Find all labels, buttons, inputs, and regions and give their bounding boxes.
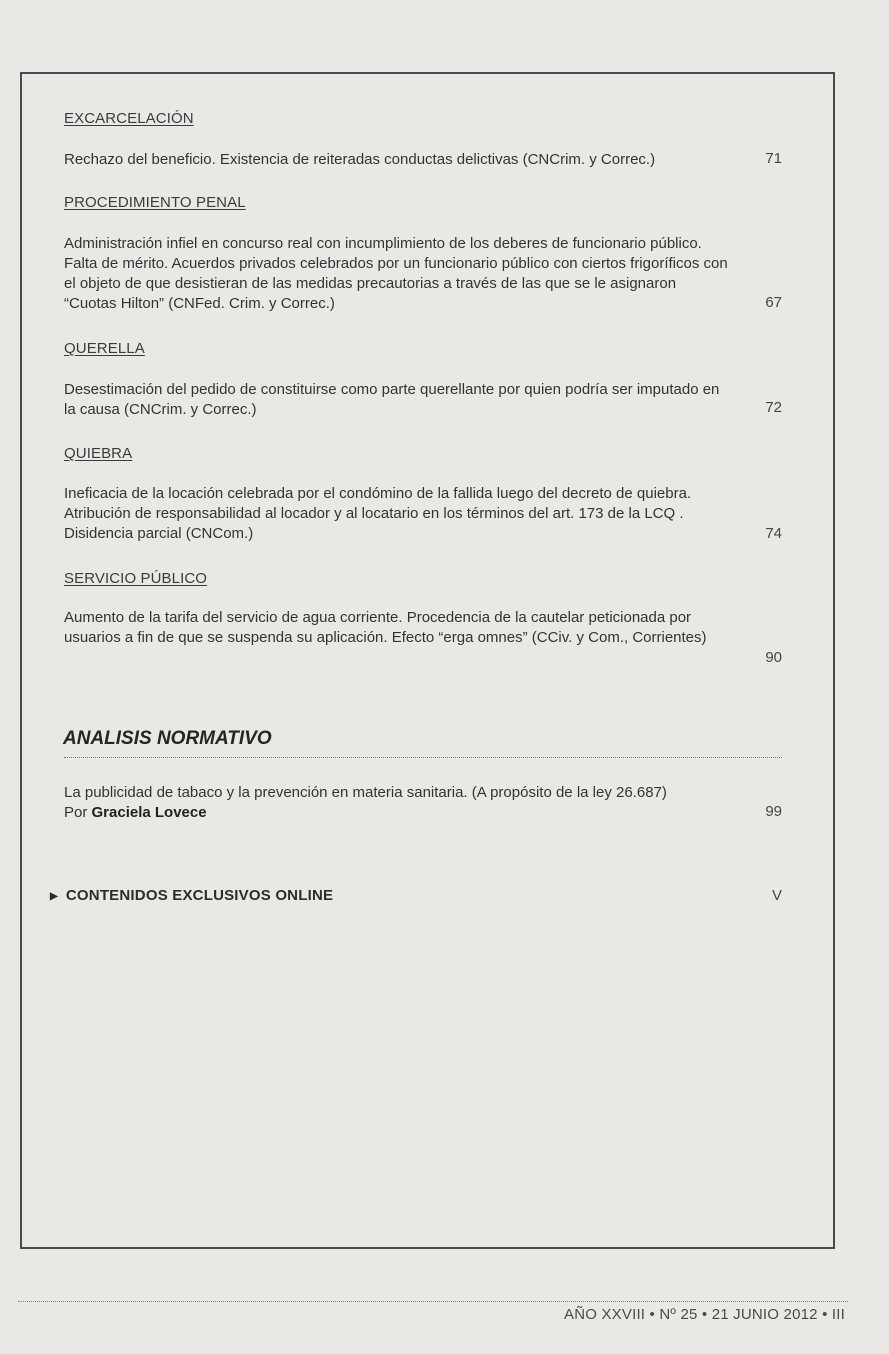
footer-divider: [18, 1301, 848, 1302]
author-prefix: Por: [64, 804, 88, 821]
footer-issue-info: AÑO XXVIII • Nº 25 • 21 JUNIO 2012 • III: [563, 1306, 845, 1323]
page-number-procedimiento-penal: 67: [765, 294, 782, 311]
online-contents-label: CONTENIDOS EXCLUSIVOS ONLINE: [65, 887, 334, 904]
section-heading-servicio-publico: SERVICIO PÚBLICO: [64, 570, 208, 587]
page-number-querella: 72: [765, 399, 782, 416]
entry-excarcelacion: Rechazo del beneficio. Existencia de reiteradas conductas delictivas (CNCrim. y Correc.): [64, 151, 656, 168]
entry-quiebra: Ineficacia de la locación celebrada por el condómino de la fallida luego del decreto de quiebra. Atribución de responsabilidad al locador y al locatario en los términos del art. 173 de la LCQ . Disidencia parcial (CNCom.): [64, 485, 692, 542]
page-number-servicio-publico: 90: [765, 649, 782, 666]
analisis-entry-text: La publicidad de tabaco y la prevención en materia sanitaria. (A propósito de la ley 26.687): [64, 784, 667, 801]
section-heading-excarcelacion: EXCARCELACIÓN: [64, 110, 194, 127]
entry-analisis-normativo: [64, 783, 732, 823]
page-number-excarcelacion: 71: [765, 150, 782, 167]
page-number-online: V: [771, 887, 782, 904]
entry-procedimiento-penal: Administración infiel en concurso real con incumplimiento de los deberes de funcionario público. Falta de mérito. Acuerdos privados celebrados por un funcionario público con ciertos frigoríficos con el objeto de que desistieran de las medidas precautorias a través de las que se le asignaron “Cuotas Hilton” (CNFed. Crim. y Correc.): [64, 235, 728, 312]
entry-querella: Desestimación del pedido de constituirse como parte querellante por quien podría ser imputado en la causa (CNCrim. y Correc.): [64, 381, 720, 418]
page-number-analisis: 99: [765, 803, 782, 820]
entry-servicio-publico: Aumento de la tarifa del servicio de agua corriente. Procedencia de la cautelar peticionada por usuarios a fin de que se suspenda su aplicación. Efecto “erga omnes” (CCiv. y Com., Corrientes): [64, 609, 707, 646]
section-heading-procedimiento-penal: PROCEDIMIENTO PENAL: [64, 194, 246, 211]
author-name: Graciela Lovece: [91, 804, 207, 821]
analisis-normativo-title: ANALISIS NORMATIVO: [63, 728, 272, 749]
analisis-author-line: [64, 803, 732, 823]
page-number-quiebra: 74: [765, 525, 782, 542]
play-arrow-icon: ▶: [50, 891, 58, 902]
section-divider: [64, 757, 782, 758]
section-heading-quiebra: QUIEBRA: [64, 445, 133, 462]
online-contents-link[interactable]: [50, 887, 333, 904]
section-heading-querella: QUERELLA: [64, 340, 145, 357]
